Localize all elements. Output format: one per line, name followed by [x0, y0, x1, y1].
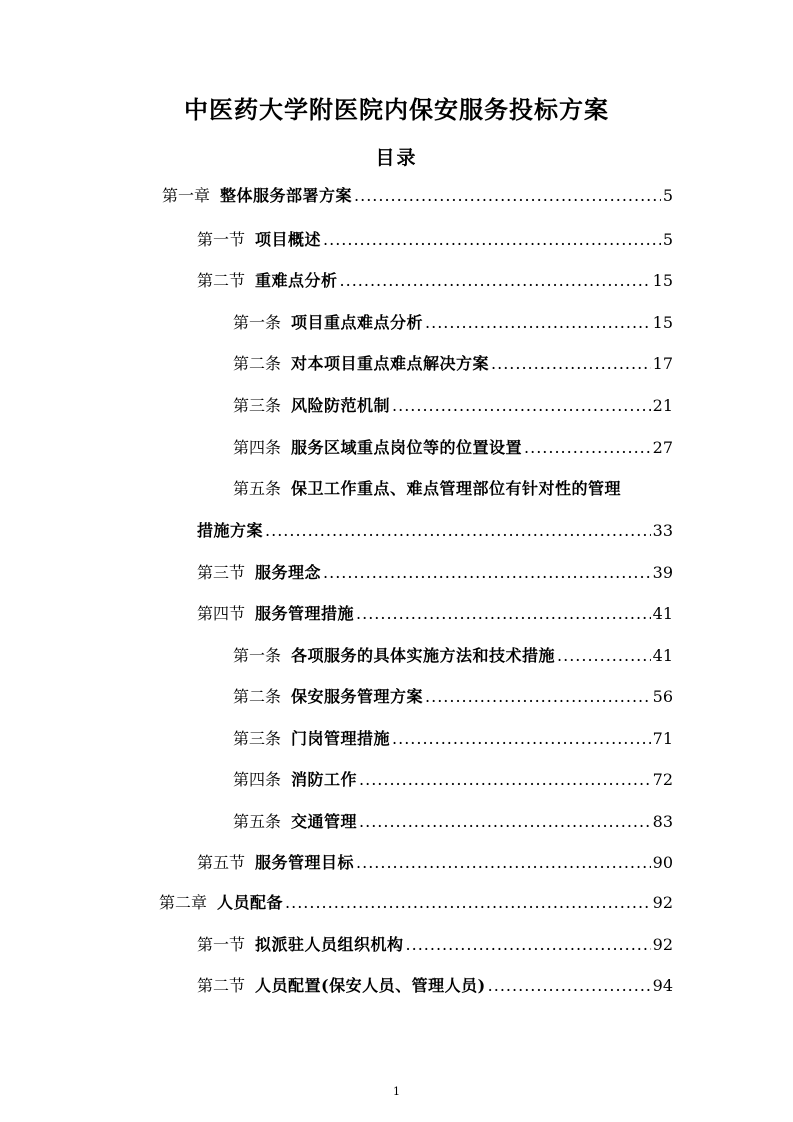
toc-entry-label: 第一节 — [197, 230, 246, 249]
toc-entry-page: 92 — [652, 935, 673, 954]
toc-entry-page: 39 — [652, 563, 673, 582]
toc-entry-page: 94 — [652, 976, 673, 995]
toc-entry-continuation[interactable] — [197, 518, 673, 544]
page-number: 1 — [393, 1085, 400, 1098]
toc-entry-section[interactable] — [197, 268, 673, 294]
toc-entry-item[interactable] — [233, 435, 673, 461]
toc-entry-text: 服务区域重点岗位等的位置设置 — [291, 438, 523, 457]
toc-entry-page: 92 — [652, 893, 673, 912]
toc-entry-chapter-1[interactable] — [162, 183, 673, 209]
toc-entry-item[interactable] — [233, 767, 673, 793]
toc-entry-item[interactable] — [233, 643, 673, 669]
toc-entry-section[interactable] — [197, 850, 673, 876]
toc-entry-label: 第二章 — [159, 893, 208, 912]
toc-entry-label: 第三条 — [233, 396, 282, 415]
toc-entry-label: 第一节 — [197, 935, 246, 954]
toc-entry-label: 第二节 — [197, 271, 246, 290]
toc-leader-dots — [557, 643, 651, 669]
toc-heading: 目录 — [375, 147, 418, 169]
toc-leader-dots — [425, 684, 651, 710]
toc-entry-label: 第三节 — [197, 563, 246, 582]
toc-entry-section[interactable] — [197, 932, 673, 958]
toc-leader-dots — [491, 351, 651, 377]
toc-entry-page: 27 — [652, 438, 673, 457]
toc-entry-text: 人员配置(保安人员、管理人员) — [255, 976, 486, 995]
toc-entry-page: 41 — [652, 646, 673, 665]
toc-entry-label: 第一章 — [162, 186, 211, 205]
toc-leader-dots — [356, 601, 651, 627]
toc-entry-label: 第五节 — [197, 853, 246, 872]
toc-entry-text: 交通管理 — [291, 812, 358, 831]
toc-leader-dots — [392, 393, 651, 419]
toc-leader-dots — [340, 268, 651, 294]
toc-entry-page: 17 — [652, 354, 673, 373]
toc-entry-section[interactable] — [197, 227, 673, 253]
toc-entry-page: 56 — [652, 687, 673, 706]
toc-entry-page: 5 — [662, 230, 673, 249]
toc-entry-page: 15 — [652, 271, 673, 290]
toc-entry-page: 5 — [662, 186, 673, 205]
toc-leader-dots — [524, 435, 651, 461]
toc-entry-section[interactable] — [197, 560, 673, 586]
toc-entry-item[interactable] — [233, 393, 673, 419]
toc-entry-page: 33 — [652, 521, 673, 540]
toc-entry-label: 第四条 — [233, 770, 282, 789]
toc-entry-text: 整体服务部署方案 — [220, 186, 353, 205]
toc-entry-text: 保安服务管理方案 — [291, 687, 424, 706]
toc-entry-label: 第四节 — [197, 604, 246, 623]
toc-entry-text: 各项服务的具体实施方法和技术措施 — [291, 646, 556, 665]
toc-entry-text: 风险防范机制 — [291, 396, 391, 415]
toc-entry-text: 项目概述 — [255, 230, 322, 249]
toc-entry-label: 第二节 — [197, 976, 246, 995]
toc-entry-page: 41 — [652, 604, 673, 623]
toc-entry-text: 项目重点难点分析 — [291, 313, 424, 332]
toc-leader-dots — [323, 227, 661, 253]
toc-entry-text: 拟派驻人员组织机构 — [255, 935, 404, 954]
toc-entry-page: 72 — [652, 770, 673, 789]
toc-leader-dots — [265, 518, 651, 544]
toc-entry-text: 门岗管理措施 — [291, 729, 391, 748]
toc-leader-dots — [406, 932, 651, 958]
toc-leader-dots — [359, 809, 651, 835]
toc-leader-dots — [354, 183, 661, 209]
toc-entry-label: 第二条 — [233, 354, 282, 373]
document-title: 中医药大学附医院内保安服务投标方案 — [184, 96, 609, 124]
toc-entry-text: 对本项目重点难点解决方案 — [291, 354, 490, 373]
toc-entry-text: 重难点分析 — [255, 271, 338, 290]
toc-entry-text: 服务管理目标 — [255, 853, 355, 872]
toc-leader-dots — [488, 973, 651, 999]
toc-entry-page: 15 — [652, 313, 673, 332]
toc-entry-page: 21 — [652, 396, 673, 415]
toc-entry-label: 第一条 — [233, 646, 282, 665]
toc-entry-label: 第五条 — [233, 479, 282, 498]
toc-entry-item-wrapped[interactable] — [233, 476, 621, 502]
toc-entry-section[interactable] — [197, 601, 673, 627]
toc-leader-dots — [425, 310, 651, 336]
toc-entry-chapter-2[interactable] — [159, 890, 673, 916]
toc-entry-item[interactable] — [233, 310, 673, 336]
toc-entry-text: 消防工作 — [291, 770, 358, 789]
toc-entry-text: 服务管理措施 — [255, 604, 355, 623]
toc-entry-label: 第五条 — [233, 812, 282, 831]
toc-entry-item[interactable] — [233, 684, 673, 710]
toc-entry-text: 服务理念 — [255, 563, 322, 582]
toc-entry-item[interactable] — [233, 726, 673, 752]
toc-entry-text: 保卫工作重点、难点管理部位有针对性的管理 — [291, 479, 622, 498]
toc-entry-text-continued: 措施方案 — [197, 521, 264, 540]
toc-leader-dots — [285, 890, 651, 916]
toc-leader-dots — [392, 726, 651, 752]
toc-leader-dots — [356, 850, 651, 876]
toc-entry-label: 第四条 — [233, 438, 282, 457]
toc-entry-page: 71 — [652, 729, 673, 748]
toc-entry-label: 第三条 — [233, 729, 282, 748]
toc-entry-label: 第一条 — [233, 313, 282, 332]
toc-entry-text: 人员配备 — [217, 893, 284, 912]
toc-entry-item[interactable] — [233, 351, 673, 377]
toc-entry-section[interactable] — [197, 973, 673, 999]
toc-entry-label: 第二条 — [233, 687, 282, 706]
toc-entry-page: 90 — [652, 853, 673, 872]
toc-entry-page: 83 — [652, 812, 673, 831]
toc-leader-dots — [359, 767, 651, 793]
toc-entry-item[interactable] — [233, 809, 673, 835]
toc-leader-dots — [323, 560, 651, 586]
